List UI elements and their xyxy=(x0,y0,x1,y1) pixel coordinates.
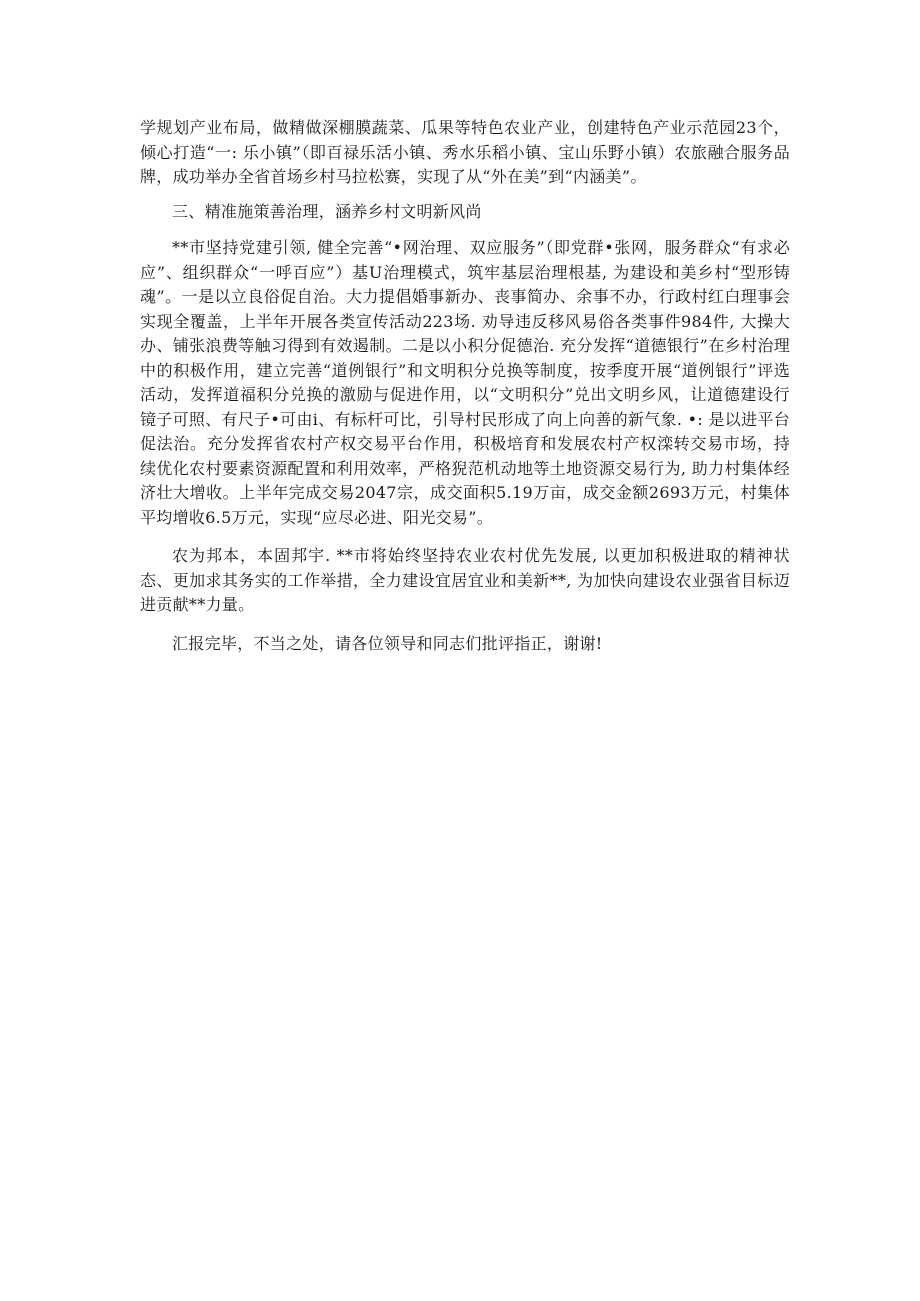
paragraph-closing: 汇报完毕，不当之处，请各位领导和同志们批评指正，谢谢! xyxy=(172,633,603,653)
paragraph-governance: **市坚持党建引领, 健全完善“•网治理、双应服务”（即党群•张网，服务群众“有求必应”、组织群众“一呼百应”）基U治理模式，筑牢基层治理根基, 为建设和美乡村“型形铸魂”。一是以立良俗促自治。大力提倡婚事新办、丧事简办、余事不办，行政村红白理事会实现全覆盖，上半年开展各类宣传活动223场. 劝导违反移风易俗各类事件984件, 大操大办、铺张浪费等触习得到有效遏制。二是以小积分促德治. 充分发挥“道德银行”在乡村治理中的积极作用，建立完善“道例银行”和文明积分兑换等制度，按季度开展“道例银行”评选活动，发挥道福积分兑换的激励与促进作用，以“文明积分”兑出文明乡风，让道德建设行镜子可照、有尺子•可由i、有标杆可比，引导村民形成了向上向善的新气象. •: 是以进平台促法治。充分发挥省农村产权交易平台作用，积极培育和发展农村产权滦转交易市场，持续优化农村要素资源配置和利用效率，严格猊范机动地等土地资源交易行为, 助力村集体经济壮大增收。上半年完成交易2047宗，成交面积5.19万亩，成交金额2693万元，村集体平均增收6.5万元，实现“应尽必进、阳光交易”。 xyxy=(140,238,790,527)
paragraph-conclusion: 农为邦本，本固邦宇. **市将始终坚持农业农村优先发展, 以更加积极进取的精神状态、更加求其务实的工作举措，全力建设宜居宜业和美新**, 为加快向建设农业强省目标迈进贡献**力量。 xyxy=(140,546,790,614)
paragraph-industry-layout: 学规划产业布局，做精做深棚膜蔬菜、瓜果等特色农业产业，创建特色产业示范园23个，倾心打造“一: 乐小镇”（即百禄乐活小镇、秀水乐稻小镇、宝山乐野小镇）农旅融合服务品牌，成功举办全省首场乡村马拉松赛，实现了从“外在美”到“内涵美”。 xyxy=(140,118,790,186)
section-heading-three: 三、精准施策善治理，涵养乡村文明新风尚 xyxy=(172,201,482,221)
